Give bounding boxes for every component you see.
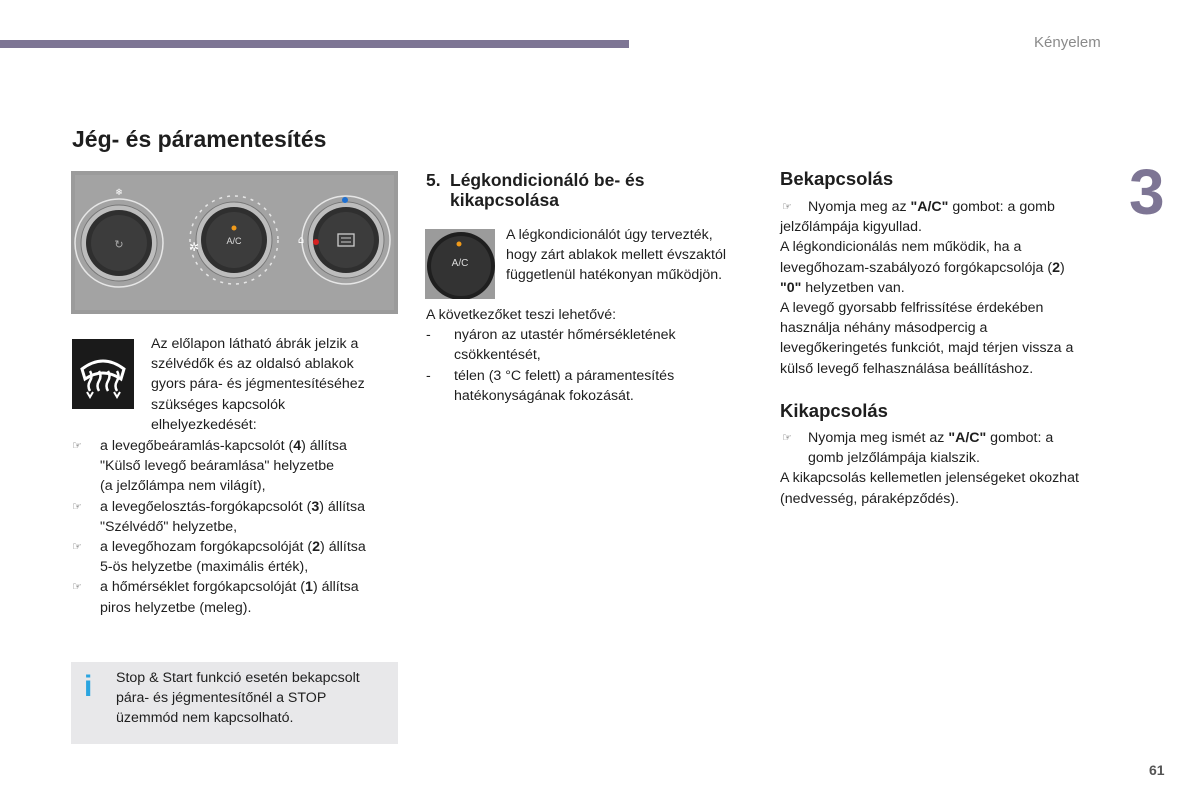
ac-indicator-light	[457, 242, 462, 247]
list-item: - télen (3 °C felett) a páramentesítés hatékonyságának fokozását.	[426, 367, 675, 404]
list-item: ☞ a levegőhozam forgókapcsolóját (2) állítsa 5-ös helyzetbe (maximális érték),	[72, 539, 366, 576]
list-item: ☞ Nyomja meg ismét az "A/C" gombot: a	[780, 428, 1120, 448]
pointing-hand-icon: ☞	[72, 541, 82, 554]
header-accent-bar	[0, 40, 629, 48]
info-text: Stop & Start funkció esetén bekapcsolt pára- és jégmentesítőnél a STOP üzemmód nem kapcsolható.	[116, 670, 360, 727]
section-title: Kényelem	[1034, 34, 1101, 51]
left-bullet-list	[72, 436, 402, 618]
pointing-hand-icon: ☞	[72, 500, 82, 513]
ac-label: A/C	[226, 236, 242, 246]
ac-label: A/C	[451, 258, 469, 269]
svg-text:❄: ❄	[115, 188, 123, 198]
list-item: ☞ a levegőelosztás-forgókapcsolót (3) állítsa "Szélvédő" helyzetbe,	[72, 498, 365, 535]
switch-off-heading: Kikapcsolás	[780, 400, 888, 421]
pointing-hand-icon: ☞	[72, 581, 82, 594]
windscreen-defrost-icon	[72, 339, 134, 409]
panel-illustration	[71, 171, 398, 314]
left-intro: Az előlapon látható ábrák jelzik a szélvédők és az oldalsó ablakok gyors pára- és jégmentesítéséhez szükséges kapcsolók elhelyezkedését:	[151, 336, 365, 433]
pointing-hand-icon: ☞	[782, 201, 792, 213]
climate-control-panel-image	[71, 171, 398, 314]
info-icon: i	[84, 670, 93, 703]
page-title: Jég- és páramentesítés	[72, 126, 327, 152]
list-item: - nyáron az utastér hőmérsékletének csökkentését,	[426, 327, 676, 364]
list-item: ☞ a levegőbeáramlás-kapcsolót (4) állítsa "Külső levegő beáramlása" helyzetbe (a jelzőlámpa nem világít),	[72, 438, 347, 495]
chapter-number: 3	[1129, 156, 1165, 228]
list-item: ☞ Nyomja meg az "A/C" gombot: a gomb	[780, 197, 1120, 217]
ac-description: A légkondicionálót úgy tervezték, hogy zárt ablakok mellett évszaktól függetlenül hatékonyan működjön.	[506, 227, 727, 284]
blue-indicator	[342, 197, 348, 203]
pointing-hand-icon: ☞	[782, 432, 792, 444]
ac-indicator-light	[232, 226, 237, 231]
page-number: 61	[1149, 762, 1165, 778]
list-item: ☞ a hőmérséklet forgókapcsolóját (1) állítsa piros helyzetbe (meleg).	[72, 579, 359, 616]
ac-button-image	[425, 229, 495, 299]
ac-section-heading: 5. Légkondicionáló be- és kikapcsolása	[426, 170, 645, 210]
switch-on-heading: Bekapcsolás	[780, 168, 894, 189]
switch-off-text: ☞ Nyomja meg ismét az "A/C" gombot: a gomb jelzőlámpája kialszik. A kikapcsolás kellemetlen jelenségeket okozhat (nedvesség, páraképződés).	[780, 428, 1120, 509]
air-recirculation-icon: ↻	[114, 238, 124, 251]
ac-benefits: A következőket teszi lehetővé: - nyáron az utastér hőmérsékletének csökkentését, - télen (3 °C felett) a páramentesítés hatékonyságának fokozását.	[426, 305, 746, 406]
switch-on-text: ☞ Nyomja meg az "A/C" gombot: a gomb jelzőlámpája kigyullad. A légkondicionálás nem működik, ha a levegőhozam-szabályozó forgókapcsolója (2) "0" helyzetben van. A levegő gyorsabb felfrissítése érdekében használja néhány másodpercig a levegőkeringetés funkciót, majd térjen vissza a külső levegő felhasználása beállításhoz.	[780, 197, 1120, 379]
red-indicator	[313, 239, 319, 245]
pointing-hand-icon: ☞	[72, 440, 82, 452]
fan-icon: ✲	[188, 240, 200, 254]
windscreen-defrost-icon: ⌂	[297, 235, 305, 246]
